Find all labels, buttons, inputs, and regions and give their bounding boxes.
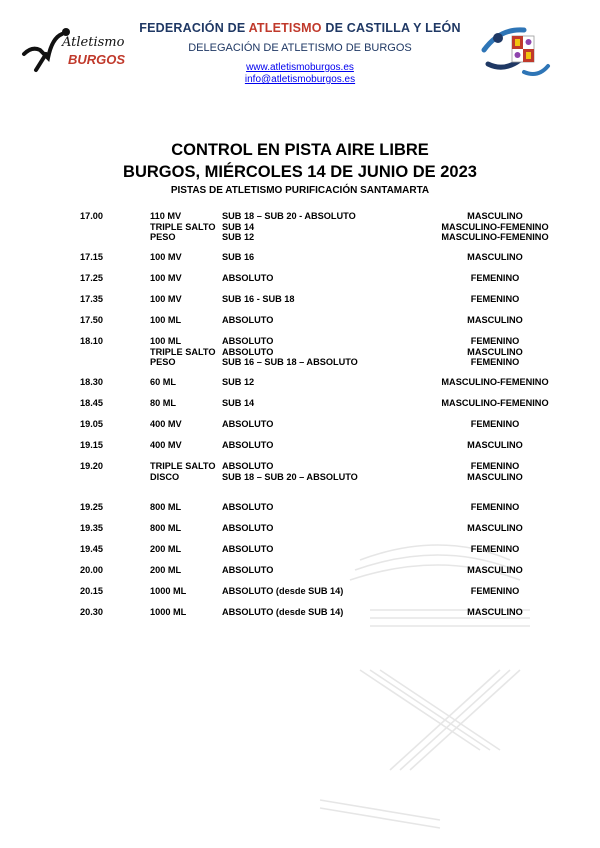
event-gender: MASCULINO [467,471,523,482]
event-name: 100 MV [150,273,182,283]
event-category: ABSOLUTO [222,502,274,512]
event-gender: MASCULINO [467,565,523,575]
event-gender: FEMENINO [470,586,520,596]
event-gender: MASCULINO-FEMENINO [441,232,549,242]
event-name: 100 ML [150,315,182,325]
event-name: 200 ML [150,565,182,575]
event-category: ABSOLUTO [222,544,274,554]
event-category: SUB 12 [222,377,255,387]
event-name: DISCO [150,471,180,482]
event-category: SUB 16 [222,252,255,262]
event-category: ABSOLUTO (desde SUB 14) [222,586,344,596]
event-name: 400 MV [150,419,182,429]
event-name: 80 ML [150,398,177,408]
event-gender: MASCULINO [467,346,523,357]
venue-name: PISTAS DE ATLETISMO PURIFICACIÓN SANTAMARTA [170,185,430,196]
schedule-time: 19.05 [80,419,103,429]
event-category: SUB 18 – SUB 20 - ABSOLUTO [222,211,356,221]
event-gender: MASCULINO-FEMENINO [441,377,549,387]
website-link[interactable]: www.atletismoburgos.es [246,62,354,73]
atletismo-burgos-logo [22,24,126,76]
event-category: ABSOLUTO [222,346,274,357]
event-category: ABSOLUTO [222,461,274,471]
page-title: CONTROL EN PISTA AIRE LIBRE [171,141,429,159]
event-name: 60 ML [150,377,177,387]
schedule-time: 20.15 [80,586,103,596]
event-name: PESO [150,232,176,242]
event-name: 200 ML [150,544,182,554]
schedule-time: 17.50 [80,315,103,325]
logo-text-burgos: BURGOS [68,52,126,67]
event-gender: MASCULINO [467,607,523,617]
event-gender: MASCULINO [467,440,523,450]
event-gender: FEMENINO [470,419,520,429]
event-name: 110 MV [150,211,182,221]
event-name: 1000 ML [150,586,187,596]
schedule-time: 19.20 [80,461,103,471]
delegation-name: DELEGACIÓN DE ATLETISMO DE BURGOS [188,42,412,54]
event-gender: MASCULINO-FEMENINO [441,398,549,408]
event-category: SUB 16 – SUB 18 – ABSOLUTO [222,357,358,367]
schedule-time: 19.35 [80,523,103,533]
event-gender: FEMENINO [470,544,520,554]
event-name: 800 ML [150,523,182,533]
event-category: ABSOLUTO (desde SUB 14) [222,607,344,617]
event-category: ABSOLUTO [222,336,274,346]
event-category: ABSOLUTO [222,440,274,450]
event-gender: FEMENINO [470,461,520,471]
event-gender: MASCULINO [467,211,523,221]
event-gender: MASCULINO-FEMENINO [441,221,549,232]
event-category: ABSOLUTO [222,523,274,533]
schedule-time: 18.10 [80,336,103,346]
schedule-time: 17.00 [80,211,103,221]
event-category: SUB 18 – SUB 20 – ABSOLUTO [222,471,358,482]
castilla-leon-federation-emblem [480,20,554,82]
event-name: TRIPLE SALTO [150,346,216,357]
event-gender: MASCULINO [467,252,523,262]
event-category: SUB 14 [222,221,255,232]
schedule-time: 20.00 [80,565,103,575]
event-category: SUB 12 [222,232,255,242]
event-name: TRIPLE SALTO [150,461,216,471]
event-gender: FEMENINO [470,273,520,283]
event-gender: FEMENINO [470,502,520,512]
event-date-location: BURGOS, MIÉRCOLES 14 DE JUNIO DE 2023 [123,163,477,181]
email-link[interactable]: info@atletismoburgos.es [244,74,356,85]
event-category: ABSOLUTO [222,273,274,283]
event-gender: FEMENINO [470,357,520,367]
event-name: 100 MV [150,294,182,304]
event-category: ABSOLUTO [222,419,274,429]
schedule-time: 20.30 [80,607,103,617]
event-category: ABSOLUTO [222,565,274,575]
schedule-time: 18.30 [80,377,103,387]
event-name: 100 ML [150,336,182,346]
event-name: PESO [150,357,176,367]
event-name: 800 ML [150,502,182,512]
event-name: 400 MV [150,440,182,450]
event-gender: MASCULINO [467,315,523,325]
schedule-time: 18.45 [80,398,103,408]
schedule-time: 17.25 [80,273,103,283]
schedule-time: 19.15 [80,440,103,450]
schedule-time: 17.35 [80,294,103,304]
schedule-time: 17.15 [80,252,103,262]
schedule-time: 19.25 [80,502,103,512]
event-gender: FEMENINO [470,294,520,304]
letterhead [0,0,600,90]
event-name: 100 MV [150,252,182,262]
event-gender: FEMENINO [470,336,520,346]
event-name: 1000 ML [150,607,187,617]
event-category: SUB 16 - SUB 18 [222,294,295,304]
event-name: TRIPLE SALTO [150,221,216,232]
event-gender: MASCULINO [467,523,523,533]
event-category: ABSOLUTO [222,315,274,325]
event-category: SUB 14 [222,398,255,408]
federation-name: FEDERACIÓN DE ATLETISMO DE CASTILLA Y LEÓN [139,21,461,35]
schedule-time: 19.45 [80,544,103,554]
logo-text-atletismo: Atletismo [62,35,125,50]
